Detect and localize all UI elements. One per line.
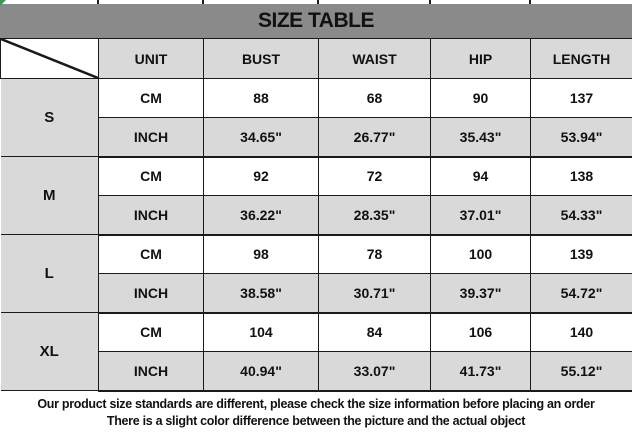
page-title: SIZE TABLE [258,9,374,32]
value-cell: 138 [531,157,632,196]
header-row [1,39,632,79]
unit-cell: INCH [99,274,204,313]
value-cell: 37.01" [431,196,531,235]
value-cell: 137 [531,79,632,118]
table-row-xl-cm [1,313,632,352]
value-cell: 38.58" [204,274,319,313]
diagonal-header-cell [1,39,99,79]
unit-cell: INCH [99,352,204,391]
value-cell: 41.73" [431,352,531,391]
value-cell: 90 [431,79,531,118]
value-cell: 140 [531,313,632,352]
value-cell: 106 [431,313,531,352]
green-corner-marker-icon [0,0,6,6]
value-cell: 72 [319,157,431,196]
header-cell-unit: UNIT [99,39,204,79]
unit-cell: INCH [99,196,204,235]
top-border-strip [0,0,632,4]
unit-cell: CM [99,157,204,196]
value-cell: 98 [204,235,319,274]
value-cell: 104 [204,313,319,352]
table-row-l-cm [1,235,632,274]
value-cell: 30.71" [319,274,431,313]
unit-cell: CM [99,313,204,352]
footer-line-1: Our product size standards are different, please check the size information before placing an order [37,396,595,411]
header-cell-waist: WAIST [319,39,431,79]
size-cell-s: S [1,79,99,157]
size-cell-l: L [1,235,99,313]
value-cell: 26.77" [319,118,431,157]
value-cell: 68 [319,79,431,118]
diagonal-line [1,39,98,78]
value-cell: 33.07" [319,352,431,391]
unit-cell: INCH [99,118,204,157]
table-row-s-cm [1,79,632,118]
column-border-tick [97,0,99,4]
value-cell: 54.33" [531,196,632,235]
column-border-tick [529,0,531,4]
value-cell: 36.22" [204,196,319,235]
table-row-m-cm [1,157,632,196]
value-cell: 100 [431,235,531,274]
header-cell-hip: HIP [431,39,531,79]
value-cell: 55.12" [531,352,632,391]
unit-cell: CM [99,79,204,118]
column-border-tick [429,0,431,4]
value-cell: 94 [431,157,531,196]
value-cell: 28.35" [319,196,431,235]
size-cell-xl: XL [1,313,99,391]
column-border-tick [317,0,319,4]
value-cell: 35.43" [431,118,531,157]
header-cell-length: LENGTH [531,39,632,79]
unit-cell: CM [99,235,204,274]
value-cell: 40.94" [204,352,319,391]
size-cell-m: M [1,157,99,235]
header-cell-bust: BUST [204,39,319,79]
column-border-tick [202,0,204,4]
value-cell: 78 [319,235,431,274]
footer-line-2: There is a slight color difference between the picture and the actual object [106,413,526,428]
value-cell: 84 [319,313,431,352]
footer-note [0,392,632,434]
title-bar [0,4,632,38]
value-cell: 92 [204,157,319,196]
value-cell: 54.72" [531,274,632,313]
value-cell: 53.94" [531,118,632,157]
size-table [0,38,632,392]
value-cell: 39.37" [431,274,531,313]
value-cell: 34.65" [204,118,319,157]
value-cell: 88 [204,79,319,118]
value-cell: 139 [531,235,632,274]
